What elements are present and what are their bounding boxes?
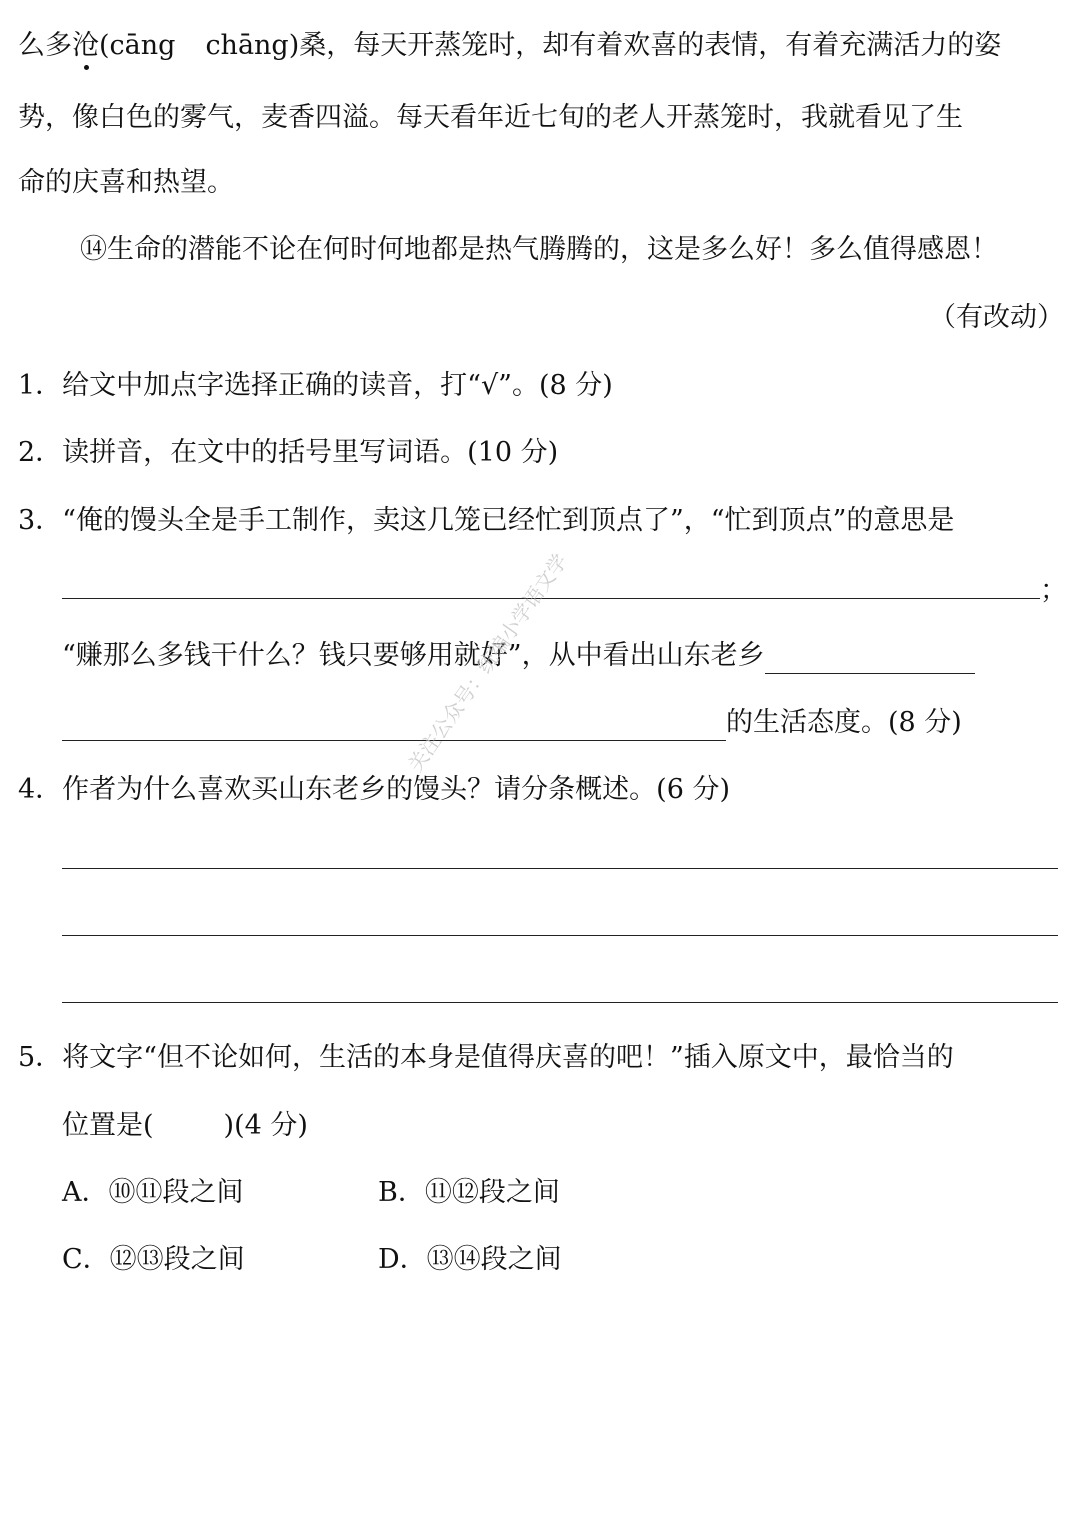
question-3-stem: 3．“俺的馒头全是手工制作，卖这几笼已经忙到顶点了”，“忙到顶点”的意思是 xyxy=(18,505,955,536)
passage-line-3: 命的庆喜和热望。 xyxy=(18,167,234,198)
q5-position-suffix: )(4 分) xyxy=(223,1110,308,1141)
option-c[interactable]: C．⑫⑬段之间 xyxy=(62,1244,245,1275)
passage-line-2: 势，像白色的雾气，麦香四溢。每天看年近七旬的老人开蒸笼时，我就看见了生 xyxy=(18,102,963,133)
dotted-character: 沧 xyxy=(72,28,99,64)
option-b[interactable]: B．⑪⑫段之间 xyxy=(378,1177,560,1208)
question-5-stem: 5．将文字“但不论如何，生活的本身是值得庆喜的吧！”插入原文中，最恰当的 xyxy=(18,1042,954,1073)
option-a[interactable]: A．⑩⑪段之间 xyxy=(62,1177,244,1208)
passage-line-1 xyxy=(18,28,1001,64)
option-d[interactable]: D．⑬⑭段之间 xyxy=(378,1244,562,1275)
question-3-part2-text: “赚那么多钱干什么？钱只要够用就好”，从中看出山东老乡 xyxy=(62,640,765,671)
pinyin-option-2: chāng xyxy=(205,30,289,61)
passage-line-1-post: )桑，每天开蒸笼时，却有着欢喜的表情，有着充满活力的姿 xyxy=(288,30,1002,61)
answer-blank-q3-b[interactable] xyxy=(765,643,975,674)
question-3-part2-cont xyxy=(62,705,962,741)
passage-line-1-pre: 么多 xyxy=(18,30,72,61)
q3-semicolon: ； xyxy=(1040,575,1067,606)
answer-line-q4-2[interactable] xyxy=(62,935,1058,936)
question-3-part2-tail: 的生活态度。(8 分) xyxy=(726,707,962,738)
answer-blank-q3-c[interactable] xyxy=(62,710,726,741)
answer-line-q4-3[interactable] xyxy=(62,1002,1058,1003)
question-3-part2 xyxy=(62,638,975,674)
question-5-stem-cont xyxy=(62,1108,308,1144)
question-1: 1．给文中加点字选择正确的读音，打“√”。(8 分) xyxy=(18,370,613,401)
answer-line-q4-1[interactable] xyxy=(62,868,1058,869)
watermark-text: 关注公众号：统编小学语文学 xyxy=(403,549,573,777)
q5-position-prefix: 位置是( xyxy=(62,1110,154,1141)
answer-line-q3-a[interactable] xyxy=(62,598,1040,599)
pinyin-option-1: (cāng xyxy=(99,30,176,61)
question-4: 4．作者为什么喜欢买山东老乡的馒头？请分条概述。(6 分) xyxy=(18,774,731,805)
paragraph-14: ⑭生命的潜能不论在何时何地都是热气腾腾的，这是多么好！多么值得感恩！ xyxy=(80,234,998,265)
question-2: 2．读拼音，在文中的括号里写词语。(10 分) xyxy=(18,437,559,468)
source-note: （有改动） xyxy=(929,302,1064,333)
